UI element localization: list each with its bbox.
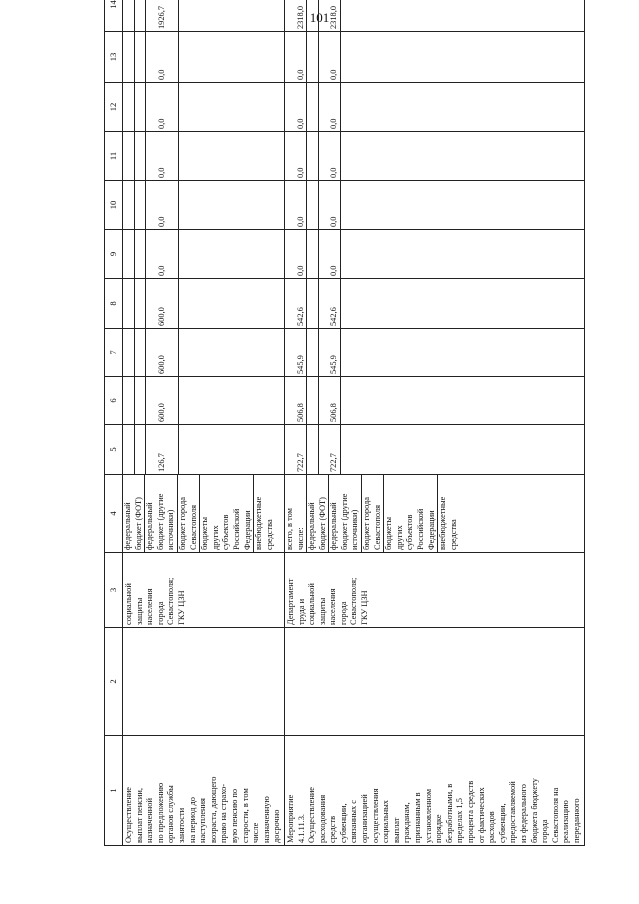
block1-col11: 0,0 [123, 132, 285, 181]
block2-col7: 545,9 545,9 [284, 329, 584, 377]
colnum-12: 12 [105, 83, 123, 132]
block1-col7: 600,0 [123, 329, 285, 377]
colnum-13: 13 [105, 32, 123, 83]
block2-col8: 542,6 542,6 [284, 279, 584, 329]
block1-col8: 600,0 [123, 279, 285, 329]
block2-col5: 722,7 722,7 [284, 425, 584, 475]
table-row [284, 0, 584, 846]
block1-funding-sources: федеральный бюджет (ФОТ) федеральный бюджет (другие источники) бюджет города Севастополя бюджеты других субъектов Российской Федерации внебюджетные средства [123, 475, 285, 553]
colnum-7: 7 [105, 329, 123, 377]
rotated-table-canvas [104, 0, 603, 846]
block2-col12: 0,0 0,0 [284, 83, 584, 132]
block2-col13: 0,0 0,0 [284, 32, 584, 83]
block2-description: Мероприятие 4.1.11.3. Осуществление расходования средств субвенции, связанных с организацией осуществления социальных выплат гражданам, признанным в установленном порядке безработными, в пределах 1,5 процента средств от фактических расходов субвенции, предоставляемой из федерального бюджета бюджету города Севастополя на реализацию переданного [284, 736, 584, 846]
block1-col10: 0,0 [123, 181, 285, 230]
block2-funding-sources: всего, в том числе: федеральный бюджет (ФОТ) федеральный бюджет (другие источники) бюджет города Севастополя бюджеты других субъектов Российской Федерации внебюджетные средства [284, 475, 584, 553]
colnum-8: 8 [105, 279, 123, 329]
colnum-4: 4 [105, 475, 123, 553]
block2-col6: 506,8 506,8 [284, 377, 584, 425]
block2-col11: 0,0 0,0 [284, 132, 584, 181]
colnum-3: 3 [105, 553, 123, 628]
colnum-9: 9 [105, 230, 123, 279]
table-viewport [104, 0, 603, 846]
block2-executor: Департамент труда и социальной защиты населения города Севастополя; ГКУ ЦЗН [284, 553, 584, 628]
colnum-10: 10 [105, 181, 123, 230]
block1-col9: 0,0 [123, 230, 285, 279]
block2-col9: 0,0 0,0 [284, 230, 584, 279]
table-row [123, 0, 285, 846]
block1-executor: социальной защиты населения города Севастополя; ГКУ ЦЗН [123, 553, 285, 628]
colnum-11: 11 [105, 132, 123, 181]
colnum-5: 5 [105, 425, 123, 475]
block1-description: Осуществление выплат пенсии, назначенной по предложению органов службы занятости на период до наступления возраста, дающего право на страхо- вую пенсию по старости, в том числе назначенную досрочно [123, 736, 285, 846]
block2-col14: 2318,0 2318,0 [284, 0, 584, 32]
colnum-14: 14 [105, 0, 123, 32]
block1-col13: 0,0 [123, 32, 285, 83]
colnum-6: 6 [105, 377, 123, 425]
budget-table [104, 0, 585, 846]
column-number-row [105, 0, 123, 846]
colnum-1: 1 [105, 736, 123, 846]
block1-col6: 600,0 [123, 377, 285, 425]
colnum-2: 2 [105, 628, 123, 736]
page-number: 101 [309, 10, 330, 25]
block2-col10: 0,0 0,0 [284, 181, 584, 230]
block1-col12: 0,0 [123, 83, 285, 132]
block1-col2 [123, 628, 285, 736]
block1-col14: 1926,7 [123, 0, 285, 32]
block1-col5: 126,7 [123, 425, 285, 475]
block2-col2 [284, 628, 584, 736]
